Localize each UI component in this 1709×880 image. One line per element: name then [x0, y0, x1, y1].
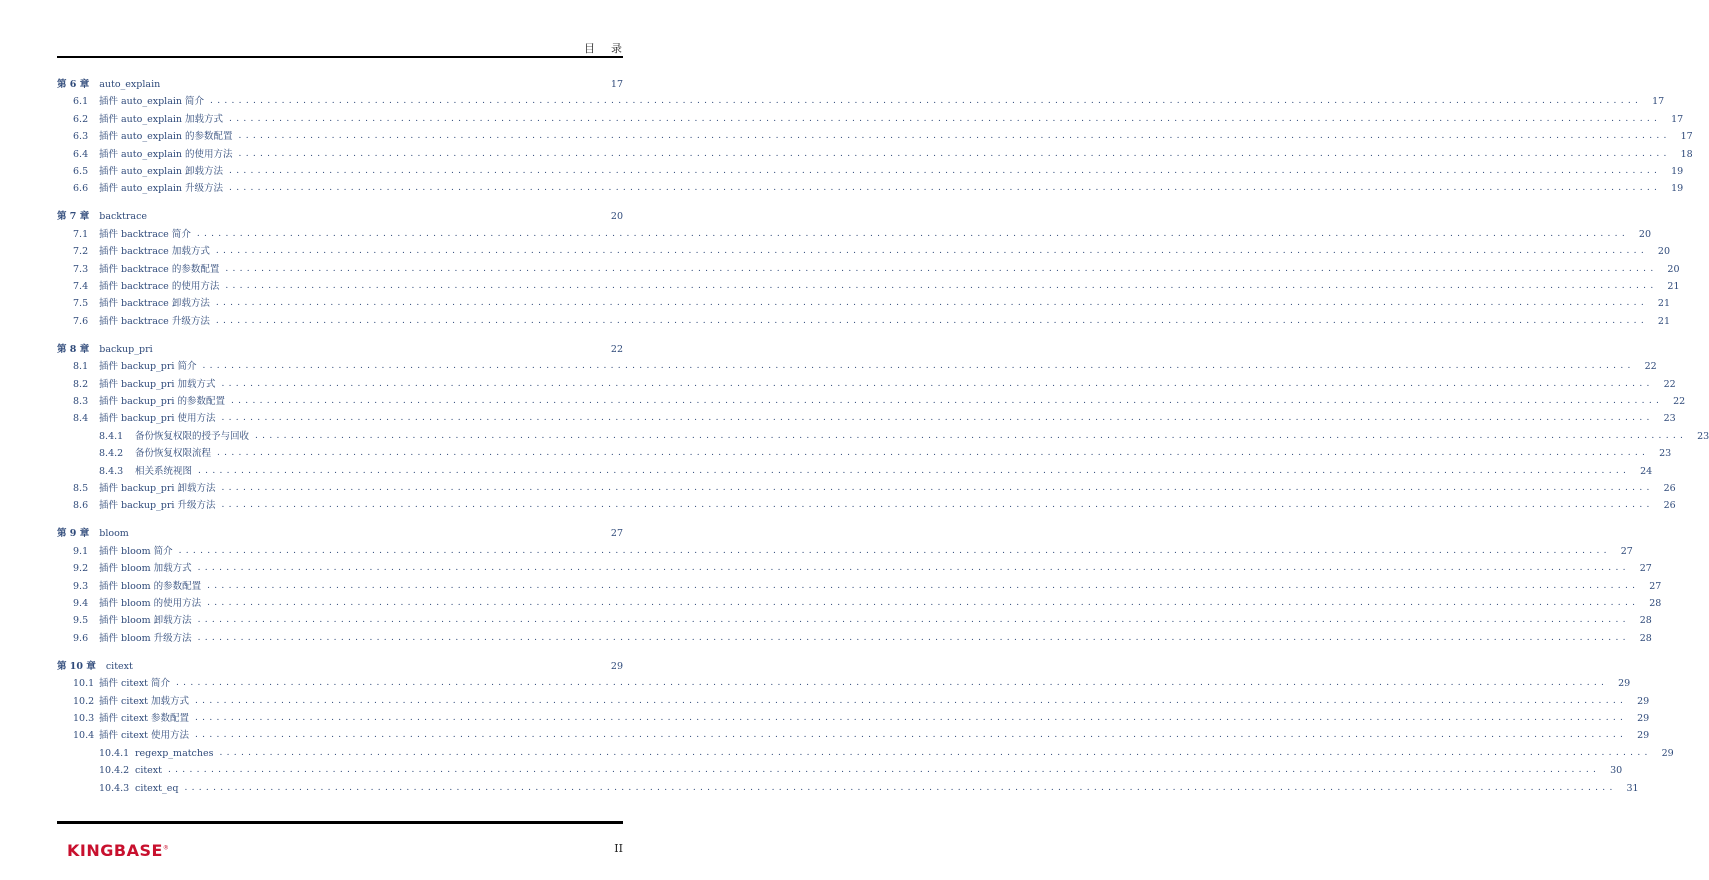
toc-entry[interactable] — [57, 727, 1650, 744]
toc-entry[interactable] — [57, 180, 1684, 197]
chapter-title: citext — [105, 660, 133, 672]
toc-entry[interactable] — [57, 376, 1676, 393]
entry-title: 插件 backup_pri 的参数配置 — [99, 396, 225, 408]
toc-entry[interactable] — [57, 578, 1662, 595]
entry-number: 7.5 — [73, 298, 89, 310]
toc-entry[interactable] — [57, 480, 1676, 497]
entry-title: 插件 bloom 卸载方法 — [99, 615, 192, 627]
entry-page: 29 — [1637, 713, 1650, 725]
chapter-page: 17 — [610, 79, 623, 90]
toc-entry[interactable] — [57, 762, 1623, 779]
dot-leader: ........................................................................................................................................................................................................ — [195, 730, 1628, 741]
entry-title: 插件 citext 简介 — [99, 678, 171, 690]
toc-chapter-entry[interactable] — [57, 525, 623, 542]
toc-chapter — [57, 208, 1680, 330]
entry-page: 24 — [1640, 465, 1653, 477]
dot-leader: ........................................................................................................................................................................................................ — [229, 165, 1662, 176]
entry-title: 插件 backup_pri 卸载方法 — [99, 482, 216, 494]
dot-leader: ........................................................................................................................................................................................................ — [195, 713, 1628, 724]
dot-leader: ........................................................................................................................................................................................................ — [207, 598, 1640, 608]
toc-entry[interactable] — [57, 261, 1680, 278]
entry-page: 20 — [1667, 263, 1680, 275]
entry-page: 22 — [1644, 361, 1657, 373]
entry-page: 27 — [1639, 563, 1652, 575]
entry-title: 插件 backup_pri 加载方式 — [99, 378, 216, 390]
entry-title: 插件 auto_explain 的使用方法 — [99, 148, 233, 160]
dot-leader: ........................................................................................................................................................................................................ — [238, 131, 1671, 142]
toc-entry[interactable] — [57, 313, 1670, 330]
entry-title: 插件 bloom 的使用方法 — [99, 598, 202, 609]
entry-page: 21 — [1657, 298, 1670, 310]
entry-page: 17 — [1652, 96, 1665, 108]
kingbase-logo — [67, 841, 169, 860]
entry-page: 20 — [1657, 246, 1670, 258]
dot-leader: ........................................................................................................................................................................................................ — [238, 148, 1671, 159]
table-of-contents — [57, 76, 1709, 808]
entry-number: 10.4.3 — [99, 782, 130, 794]
entry-title: 插件 citext 加载方式 — [99, 695, 190, 707]
dot-leader: ........................................................................................................................................................................................................ — [197, 632, 1630, 643]
toc-entry[interactable] — [57, 612, 1652, 629]
dot-leader: ........................................................................................................................................................................................................ — [215, 246, 1648, 257]
entry-title: 插件 backtrace 简介 — [99, 228, 191, 240]
entry-title: 插件 backtrace 卸载方法 — [99, 298, 210, 310]
header-title: 目录 — [584, 42, 638, 55]
entry-page: 27 — [1649, 580, 1662, 592]
entry-number: 6.6 — [73, 183, 89, 195]
entry-number: 8.5 — [73, 482, 89, 494]
dot-leader: ........................................................................................................................................................................................................ — [202, 361, 1635, 372]
entry-number: 9.6 — [73, 632, 89, 644]
dot-leader: ........................................................................................................................................................................................................ — [197, 615, 1630, 626]
entry-number: 8.1 — [73, 361, 89, 373]
entry-page: 29 — [1618, 678, 1631, 690]
toc-entry[interactable] — [57, 163, 1684, 180]
dot-leader: ........................................................................................................................................................................................................ — [217, 448, 1650, 459]
entry-number: 9.1 — [73, 545, 89, 557]
entry-title: 插件 backtrace 加载方式 — [99, 246, 210, 258]
toc-entry[interactable] — [57, 146, 1693, 163]
dot-leader: ........................................................................................................................................................................................................ — [225, 280, 1658, 291]
dot-leader: ........................................................................................................................................................................................................ — [198, 465, 1631, 476]
toc-entry[interactable] — [57, 675, 1631, 692]
entry-title: 插件 backup_pri 简介 — [99, 361, 197, 373]
toc-entry[interactable] — [57, 463, 1653, 480]
toc-entry[interactable] — [57, 595, 1662, 612]
entry-page: 19 — [1671, 183, 1684, 195]
toc-entry[interactable] — [57, 410, 1676, 427]
entry-page: 21 — [1657, 315, 1670, 327]
toc-chapter-entry[interactable] — [57, 658, 623, 675]
dot-leader: ........................................................................................................................................................................................................ — [210, 96, 1643, 107]
toc-chapter — [57, 341, 1709, 515]
chapter-number: 第 6 章 — [57, 79, 90, 90]
dot-leader: ........................................................................................................................................................................................................ — [184, 782, 1617, 793]
dot-leader: ........................................................................................................................................................................................................ — [221, 500, 1654, 511]
toc-chapter — [57, 658, 1674, 797]
dot-leader: ........................................................................................................................................................................................................ — [225, 263, 1658, 274]
toc-chapter-entry[interactable] — [57, 341, 623, 358]
entry-page: 17 — [1680, 131, 1693, 143]
entry-number: 7.4 — [73, 280, 89, 292]
dot-leader: ........................................................................................................................................................................................................ — [229, 113, 1662, 124]
chapter-number: 第 9 章 — [57, 528, 90, 540]
entry-page: 29 — [1637, 730, 1650, 742]
entry-page: 17 — [1671, 113, 1684, 125]
dot-leader: ........................................................................................................................................................................................................ — [197, 563, 1630, 574]
entry-number: 8.4.2 — [99, 448, 124, 460]
dot-leader: ........................................................................................................................................................................................................ — [255, 430, 1688, 441]
entry-number: 9.4 — [73, 598, 89, 609]
entry-title: 插件 bloom 升级方法 — [99, 632, 192, 644]
entry-title: regexp_matches — [135, 747, 214, 759]
entry-title: 插件 backtrace 的使用方法 — [99, 280, 220, 292]
toc-chapter — [57, 76, 1693, 198]
entry-title: 相关系统视图 — [135, 465, 193, 477]
footer-rule — [57, 821, 623, 824]
entry-page: 23 — [1659, 448, 1672, 460]
entry-number: 8.4.1 — [99, 430, 124, 442]
entry-page: 22 — [1663, 378, 1676, 390]
entry-page: 20 — [1638, 228, 1651, 240]
entry-title: 插件 auto_explain 升级方法 — [99, 183, 224, 195]
entry-title: 插件 auto_explain 卸载方法 — [99, 165, 224, 177]
page-number: II — [614, 842, 623, 855]
entry-page: 18 — [1680, 148, 1693, 160]
entry-number: 6.5 — [73, 165, 89, 177]
entry-page: 19 — [1671, 165, 1684, 177]
toc-entry[interactable] — [57, 543, 1633, 560]
entry-title: 插件 auto_explain 简介 — [99, 96, 205, 108]
entry-page: 27 — [1620, 545, 1633, 557]
dot-leader: ........................................................................................................................................................................................................ — [215, 315, 1648, 326]
entry-page: 28 — [1639, 632, 1652, 644]
dot-leader: ........................................................................................................................................................................................................ — [221, 378, 1654, 389]
toc-chapter — [57, 525, 1662, 647]
chapter-page: 20 — [610, 211, 623, 223]
toc-entry[interactable] — [57, 560, 1652, 577]
entry-page: 22 — [1673, 396, 1686, 408]
entry-number: 8.2 — [73, 378, 89, 390]
entry-title: 插件 auto_explain 的参数配置 — [99, 131, 233, 143]
entry-page: 29 — [1661, 747, 1674, 759]
chapter-number: 第 8 章 — [57, 343, 90, 355]
entry-number: 7.3 — [73, 263, 89, 275]
entry-title: 插件 bloom 的参数配置 — [99, 580, 202, 592]
chapter-title: backup_pri — [99, 343, 153, 355]
toc-entry[interactable] — [57, 497, 1676, 514]
entry-page: 28 — [1649, 598, 1662, 609]
toc-entry[interactable] — [57, 393, 1686, 410]
entry-number: 8.6 — [73, 500, 89, 512]
entry-page: 31 — [1626, 782, 1639, 794]
toc-entry[interactable] — [57, 428, 1709, 445]
chapter-title: backtrace — [99, 211, 148, 223]
entry-page: 23 — [1697, 430, 1709, 442]
entry-number: 8.4.3 — [99, 465, 124, 477]
entry-title: 插件 citext 参数配置 — [99, 713, 190, 725]
toc-chapter-entry[interactable] — [57, 76, 623, 93]
logo-registered-mark: ® — [162, 844, 170, 852]
toc-chapter-entry[interactable] — [57, 208, 623, 225]
dot-leader: ........................................................................................................................................................................................................ — [178, 545, 1611, 556]
entry-page: 23 — [1663, 413, 1676, 425]
chapter-page: 27 — [610, 528, 623, 540]
dot-leader: ........................................................................................................................................................................................................ — [229, 183, 1662, 194]
header-rule — [57, 56, 623, 58]
entry-title: 备份恢复权限的授予与回收 — [135, 430, 250, 442]
entry-title: 插件 backtrace 升级方法 — [99, 315, 210, 327]
entry-title: 备份恢复权限流程 — [135, 448, 212, 460]
toc-entry[interactable] — [57, 358, 1657, 375]
entry-number: 7.2 — [73, 246, 89, 258]
entry-number: 10.4 — [73, 730, 95, 742]
dot-leader: ........................................................................................................................................................................................................ — [221, 413, 1654, 424]
chapter-title: auto_explain — [99, 79, 161, 90]
entry-title: 插件 citext 使用方法 — [99, 730, 190, 742]
entry-title: citext_eq — [135, 782, 179, 794]
entry-number: 6.3 — [73, 131, 89, 143]
dot-leader: ........................................................................................................................................................................................................ — [215, 298, 1648, 309]
entry-page: 28 — [1639, 615, 1652, 627]
toc-entry[interactable] — [57, 111, 1684, 128]
dot-leader: ........................................................................................................................................................................................................ — [196, 228, 1629, 239]
dot-leader: ........................................................................................................................................................................................................ — [207, 580, 1640, 591]
dot-leader: ........................................................................................................................................................................................................ — [221, 482, 1654, 493]
entry-number: 10.3 — [73, 713, 95, 725]
toc-entry[interactable] — [57, 93, 1665, 110]
toc-entry[interactable] — [57, 226, 1651, 243]
entry-title: 插件 backup_pri 使用方法 — [99, 413, 216, 425]
toc-entry[interactable] — [57, 128, 1693, 145]
entry-number: 9.3 — [73, 580, 89, 592]
entry-title: 插件 bloom 加载方式 — [99, 563, 192, 575]
entry-number: 9.5 — [73, 615, 89, 627]
toc-entry[interactable] — [57, 745, 1674, 762]
toc-entry[interactable] — [57, 630, 1652, 647]
toc-entry[interactable] — [57, 710, 1650, 727]
dot-leader: ........................................................................................................................................................................................................ — [167, 765, 1601, 776]
toc-entry[interactable] — [57, 243, 1670, 260]
entry-number: 6.2 — [73, 113, 89, 125]
dot-leader: ........................................................................................................................................................................................................ — [176, 678, 1609, 689]
entry-title: 插件 bloom 简介 — [99, 545, 173, 557]
entry-page: 26 — [1663, 500, 1676, 512]
entry-page: 21 — [1667, 280, 1680, 292]
entry-number: 9.2 — [73, 563, 89, 575]
toc-entry[interactable] — [57, 278, 1680, 295]
toc-entry[interactable] — [57, 693, 1650, 710]
entry-number: 10.4.2 — [99, 765, 130, 777]
entry-page: 26 — [1663, 482, 1676, 494]
entry-number: 6.1 — [73, 96, 89, 108]
entry-number: 8.4 — [73, 413, 89, 425]
dot-leader: ........................................................................................................................................................................................................ — [219, 747, 1652, 758]
logo-text: KINGBASE — [67, 841, 163, 860]
entry-number: 10.2 — [73, 695, 95, 707]
entry-page: 29 — [1637, 695, 1650, 707]
entry-title: 插件 auto_explain 加载方式 — [99, 113, 224, 125]
dot-leader: ........................................................................................................................................................................................................ — [230, 396, 1664, 407]
chapter-number: 第 7 章 — [57, 211, 90, 223]
entry-number: 7.1 — [73, 228, 89, 240]
entry-number: 6.4 — [73, 148, 89, 160]
chapter-page: 22 — [610, 343, 623, 355]
entry-number: 7.6 — [73, 315, 89, 327]
entry-title: 插件 backup_pri 升级方法 — [99, 500, 216, 512]
chapter-page: 29 — [610, 660, 623, 672]
toc-entry[interactable] — [57, 445, 1672, 462]
entry-title: citext — [135, 765, 162, 777]
entry-number: 8.3 — [73, 396, 89, 408]
entry-number: 10.1 — [73, 678, 95, 690]
entry-page: 30 — [1610, 765, 1623, 777]
chapter-title: bloom — [99, 528, 129, 540]
toc-entry[interactable] — [57, 780, 1639, 797]
entry-number: 10.4.1 — [99, 747, 130, 759]
toc-entry[interactable] — [57, 295, 1670, 312]
dot-leader: ........................................................................................................................................................................................................ — [195, 695, 1628, 706]
chapter-number: 第 10 章 — [57, 660, 96, 672]
entry-title: 插件 backtrace 的参数配置 — [99, 263, 220, 275]
